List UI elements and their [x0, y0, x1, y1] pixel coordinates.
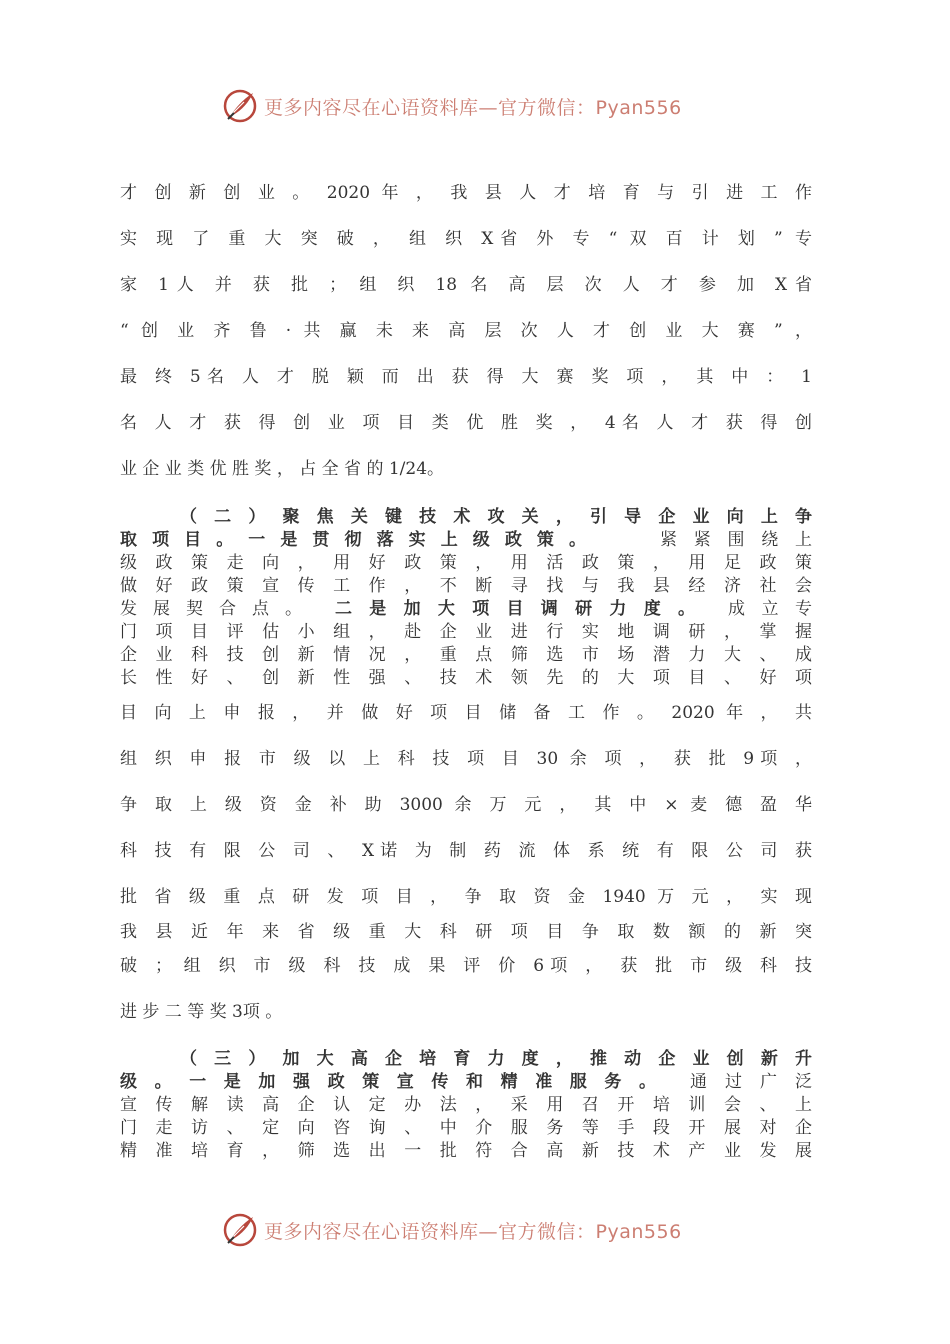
text-line: 门 走 访 、 定 向 咨 询 、 中 介 服 务 等 手 段 开 展 对 企	[120, 1118, 812, 1138]
text-line: 组 织 申 报 市 级 以 上 科 技 项 目 30 余 项 ， 获 批 9项 ，	[120, 749, 812, 769]
text-line: 科 技 有 限 公 司 、 X诺 为 制 药 流 体 系 统 有 限 公 司 获	[120, 841, 812, 861]
text-line: 精 准 培 育 ， 筛 选 出 一 批 符 合 高 新 技 术 产 业 发 展	[120, 1141, 812, 1161]
text-line: 做 好 政 策 宣 传 工 作 ， 不 断 寻 找 与 我 县 经 济 社 会	[120, 576, 812, 596]
text-line: 长 性 好 、 创 新 性 强 、 技 术 领 先 的 大 项 目 、 好 项	[120, 668, 812, 688]
text-line: 实 现 了 重 大 突 破 ， 组 织 X省 外 专 “ 双 百 计 划 ” 专	[120, 229, 812, 249]
quill-logo-icon	[222, 1212, 258, 1248]
watermark-text: 更多内容尽在心语资料库—官方微信：Pyan556	[264, 1220, 682, 1243]
text-line: 发 展 契 合 点 。 二 是 加 大 项 目 调 研 力 度 。 成 立 专	[120, 599, 812, 619]
text-line: 级 政 策 走 向 ， 用 好 政 策 ， 用 活 政 策 ， 用 足 政 策	[120, 553, 812, 573]
text-line: 目 向 上 申 报 ， 并 做 好 项 目 储 备 工 作 。 2020 年 ， 共	[120, 703, 812, 723]
section-heading-2: （ 二 ） 聚 焦 关 键 技 术 攻 关 ， 引 导 企 业 向 上 争	[180, 507, 813, 527]
text-line: 最 终 5名 人 才 脱 颖 而 出 获 得 大 赛 奖 项 ， 其 中 ： 1	[120, 367, 812, 387]
text-line: 批 省 级 重 点 研 发 项 目 ， 争 取 资 金 1940 万 元 ， 实 现	[120, 887, 812, 907]
text-line: 才 创 新 创 业 。 2020 年 ， 我 县 人 才 培 育 与 引 进 工 作	[120, 183, 812, 203]
text-line: 级 。 一 是 加 强 政 策 宣 传 和 精 准 服 务 。 通 过 广 泛	[120, 1072, 812, 1092]
text-line: 进 步 二 等 奖 3项 。	[120, 1002, 283, 1022]
section-heading-3: （ 三 ） 加 大 高 企 培 育 力 度 ， 推 动 企 业 创 新 升	[180, 1049, 813, 1069]
quill-logo-icon	[222, 88, 258, 124]
text-line: 家 1人 并 获 批 ； 组 织 18 名 高 层 次 人 才 参 加 X省	[120, 275, 812, 295]
watermark-text: 更多内容尽在心语资料库—官方微信：Pyan556	[264, 96, 682, 119]
text-line: 门 项 目 评 估 小 组 ， 赴 企 业 进 行 实 地 调 研 ， 掌 握	[120, 622, 812, 642]
text-line: “ 创 业 齐 鲁 · 共 赢 未 来 高 层 次 人 才 创 业 大 赛 ” ，	[120, 321, 812, 341]
text-line: 取 项 目 。 一 是 贯 彻 落 实 上 级 政 策 。 紧 紧 围 绕 上	[120, 530, 812, 550]
watermark-banner-bottom	[222, 1210, 742, 1250]
watermark-banner-top	[222, 86, 742, 126]
text-line: 名 人 才 获 得 创 业 项 目 类 优 胜 奖 ， 4名 人 才 获 得 创	[120, 413, 812, 433]
text-line: 破 ； 组 织 市 级 科 技 成 果 评 价 6项 ， 获 批 市 级 科 技	[120, 956, 812, 976]
text-line: 业 企 业 类 优 胜 奖 ， 占 全 省 的 1/24。	[120, 459, 445, 479]
text-line: 企 业 科 技 创 新 情 况 ， 重 点 筛 选 市 场 潜 力 大 、 成	[120, 645, 812, 665]
text-line: 宣 传 解 读 高 企 认 定 办 法 ， 采 用 召 开 培 训 会 、 上	[120, 1095, 812, 1115]
text-line: 争 取 上 级 资 金 补 助 3000 余 万 元 ， 其 中 × 麦 德 盈 华	[120, 795, 812, 815]
text-line: 我 县 近 年 来 省 级 重 大 科 研 项 目 争 取 数 额 的 新 突	[120, 922, 812, 942]
